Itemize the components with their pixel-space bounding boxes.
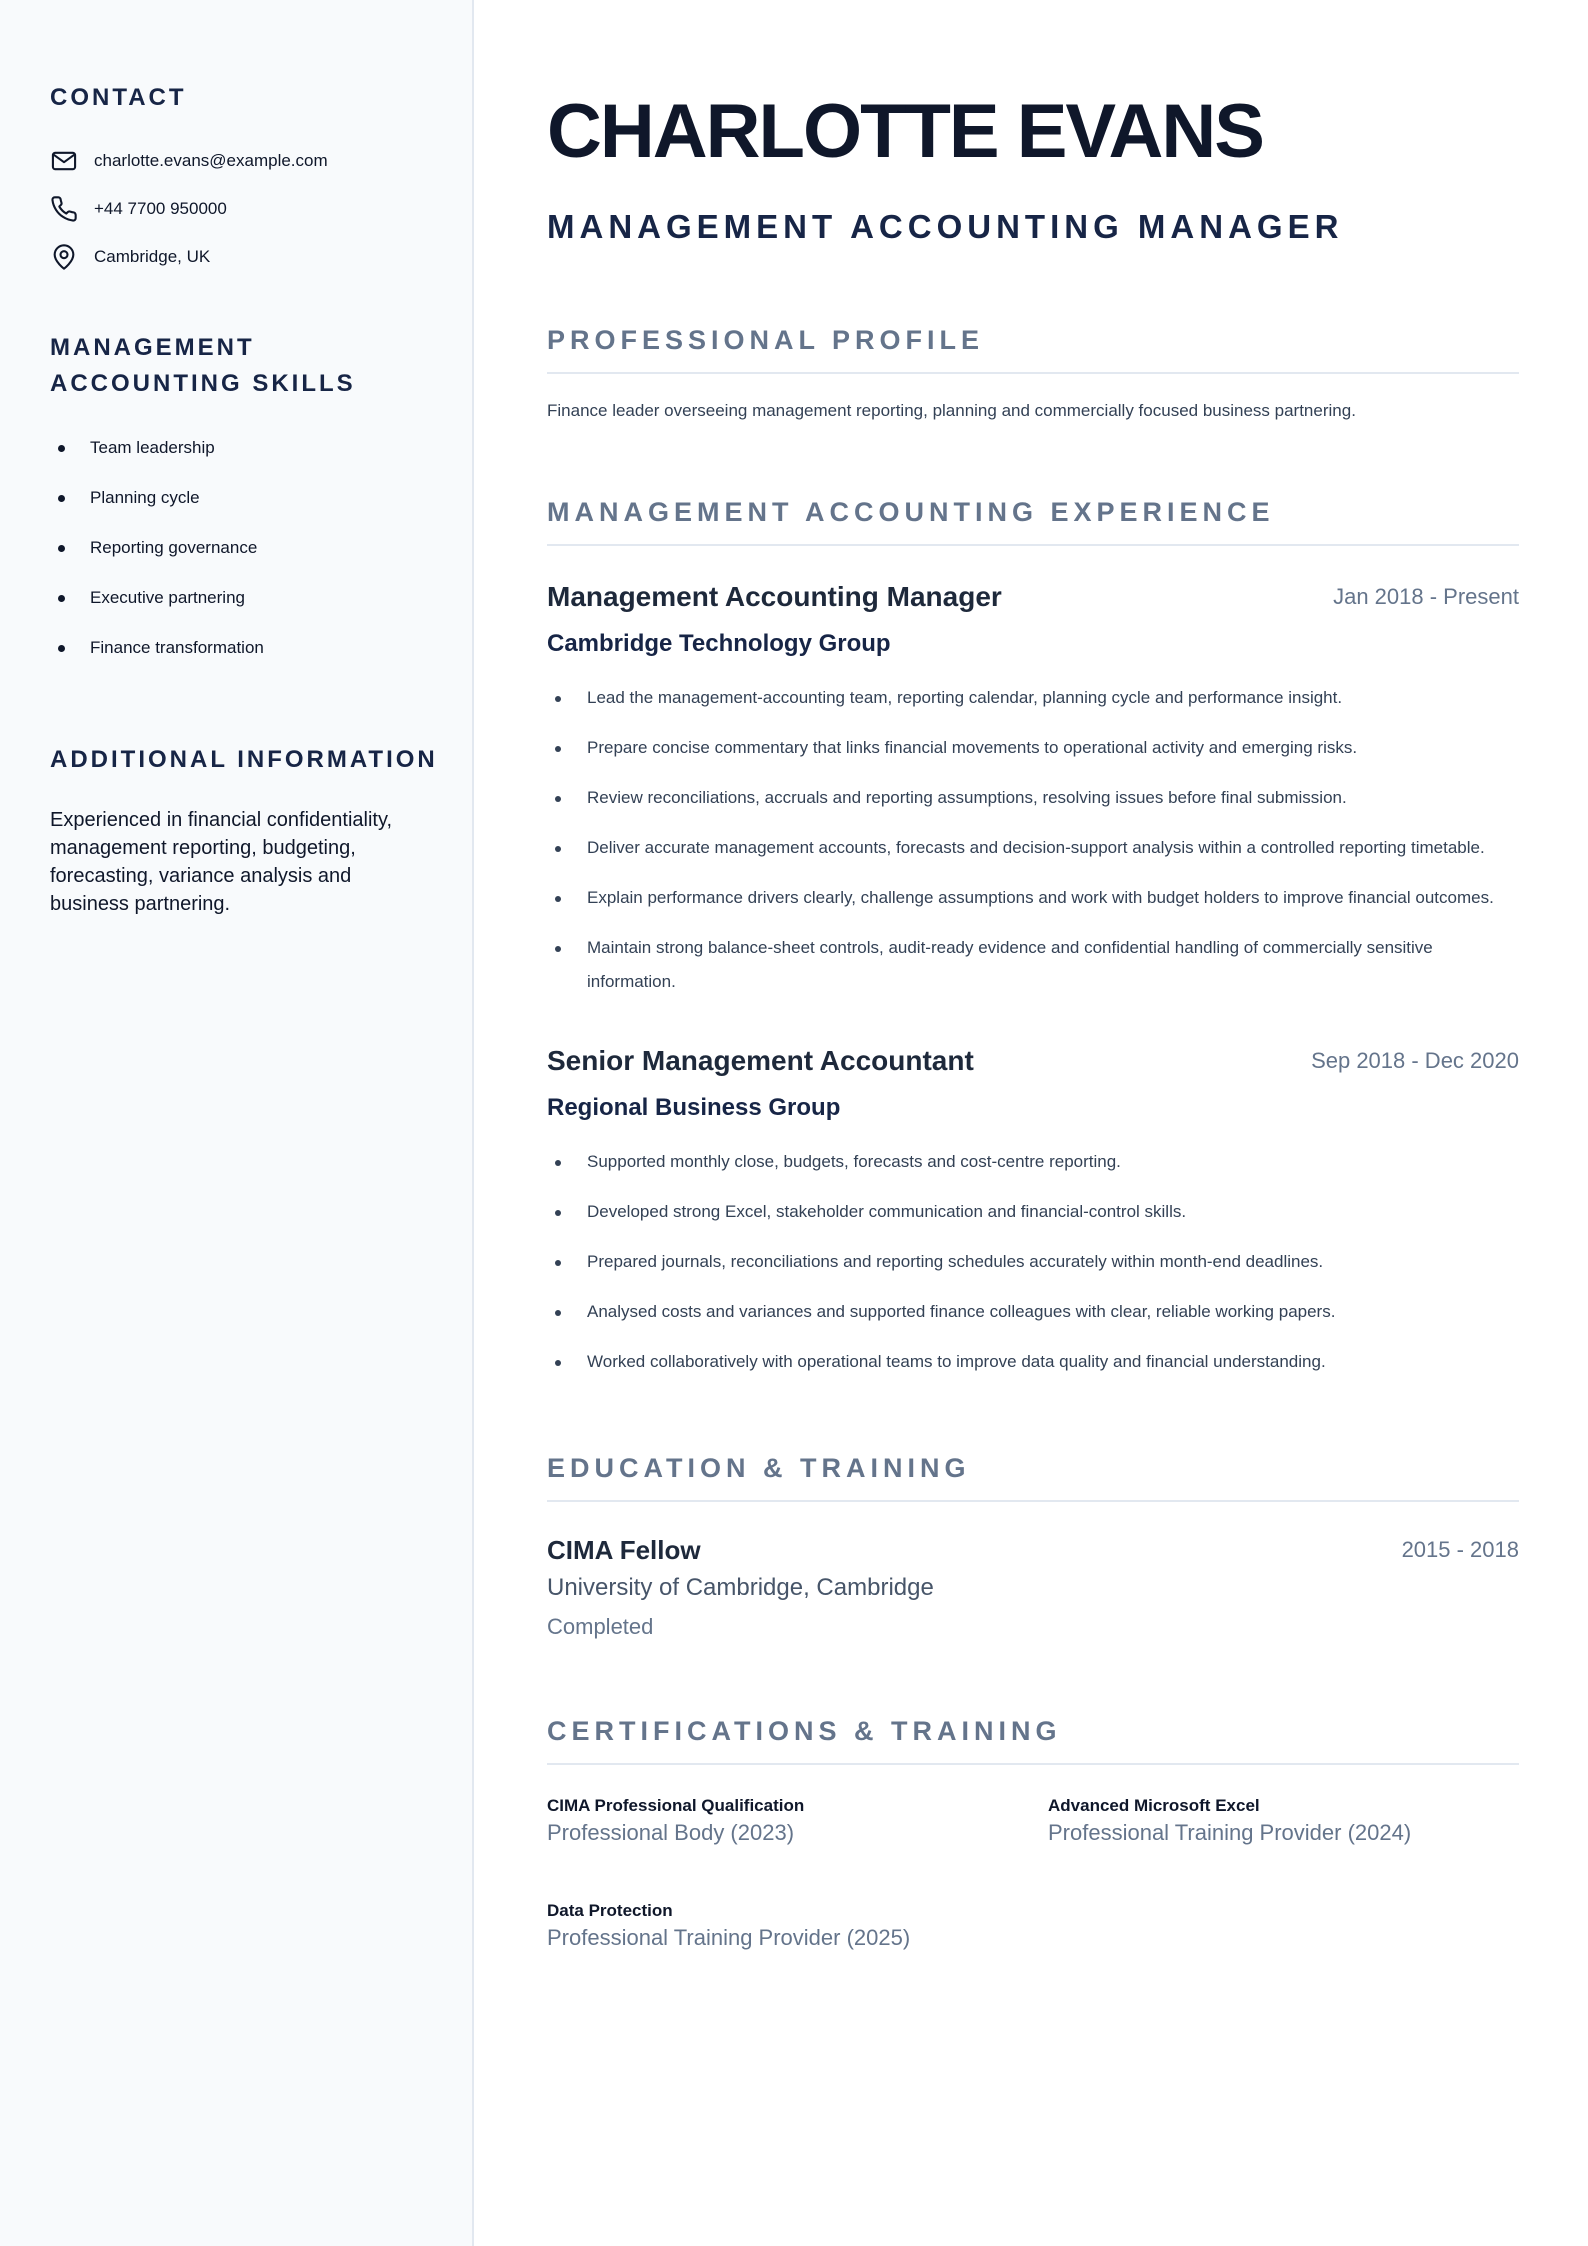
contact-heading: CONTACT <box>50 84 187 111</box>
job-company: Regional Business Group <box>547 1094 841 1121</box>
skills-list <box>50 430 264 680</box>
job-bullets <box>547 1145 1519 1395</box>
job-bullet: Developed strong Excel, stakeholder communication and financial-control skills. <box>547 1195 1519 1229</box>
education-status: Completed <box>547 1614 654 1639</box>
profile-heading: PROFESSIONAL PROFILE <box>547 320 1519 374</box>
job-bullet: Lead the management-accounting team, reporting calendar, planning cycle and performance insight. <box>547 681 1519 715</box>
email-text: charlotte.evans@example.com <box>94 151 328 170</box>
skills-heading-line2: ACCOUNTING SKILLS <box>50 370 356 397</box>
education-heading: EDUCATION & TRAINING <box>547 1448 1519 1502</box>
education-title: CIMA Fellow <box>547 1535 701 1565</box>
additional-text: Experienced in financial confidentiality, management reporting, budgeting, forecasting, variance analysis and business partnering. <box>50 809 393 915</box>
candidate-role: MANAGEMENT ACCOUNTING MANAGER <box>547 208 1344 245</box>
certification-item <box>1048 1794 1411 1848</box>
job-bullet: Prepare concise commentary that links financial movements to operational activity and emerging risks. <box>547 731 1519 765</box>
skill-item: Team leadership <box>50 430 264 480</box>
profile-text: Finance leader overseeing management reporting, planning and commercially focused business partnering. <box>547 401 1356 420</box>
certification-item <box>547 1899 910 1953</box>
location-text: Cambridge, UK <box>94 247 211 266</box>
contact-location <box>50 242 210 272</box>
job-bullet: Supported monthly close, budgets, forecasts and cost-centre reporting. <box>547 1145 1519 1179</box>
experience-heading: MANAGEMENT ACCOUNTING EXPERIENCE <box>547 492 1519 546</box>
phone-text: +44 7700 950000 <box>94 199 227 218</box>
skill-item: Reporting governance <box>50 530 264 580</box>
skill-item: Executive partnering <box>50 580 264 630</box>
additional-heading: ADDITIONAL INFORMATION <box>50 746 438 773</box>
job-bullet: Deliver accurate management accounts, forecasts and decision-support analysis within a controlled reporting timetable. <box>547 831 1519 865</box>
job-bullet: Analysed costs and variances and supported finance colleagues with clear, reliable working papers. <box>547 1295 1519 1329</box>
job-bullets <box>547 681 1519 1015</box>
certification-name: CIMA Professional Qualification <box>547 1796 805 1815</box>
job-company: Cambridge Technology Group <box>547 630 891 657</box>
certification-provider: Professional Training Provider (2025) <box>547 1925 911 1950</box>
phone-icon <box>50 195 78 223</box>
skills-heading-line1: MANAGEMENT <box>50 334 255 361</box>
certification-name: Data Protection <box>547 1901 673 1920</box>
job-bullet: Review reconciliations, accruals and reporting assumptions, resolving issues before final submission. <box>547 781 1519 815</box>
job-bullet: Prepared journals, reconciliations and reporting schedules accurately within month-end deadlines. <box>547 1245 1519 1279</box>
job-bullet: Maintain strong balance-sheet controls, audit-ready evidence and confidential handling of commercially sensitive information. <box>547 931 1519 999</box>
certification-name: Advanced Microsoft Excel <box>1048 1796 1260 1815</box>
job-dates: Sep 2018 - Dec 2020 <box>1311 1048 1519 1073</box>
job-bullet: Worked collaboratively with operational teams to improve data quality and financial understanding. <box>547 1345 1519 1379</box>
education-school: University of Cambridge, Cambridge <box>547 1574 934 1601</box>
sidebar <box>0 0 474 2246</box>
job-title: Management Accounting Manager <box>547 581 1002 612</box>
candidate-name: CHARLOTTE EVANS <box>547 89 1263 174</box>
job-title: Senior Management Accountant <box>547 1045 974 1076</box>
contact-phone[interactable] <box>50 194 227 224</box>
job-bullet: Explain performance drivers clearly, challenge assumptions and work with budget holders to improve financial outcomes. <box>547 881 1519 915</box>
certification-item <box>547 1794 804 1848</box>
mail-icon <box>50 147 78 175</box>
contact-email[interactable] <box>50 146 328 176</box>
education-dates: 2015 - 2018 <box>1401 1537 1519 1562</box>
certifications-heading: CERTIFICATIONS & TRAINING <box>547 1711 1519 1765</box>
skill-item: Finance transformation <box>50 630 264 680</box>
certification-provider: Professional Training Provider (2024) <box>1048 1820 1412 1845</box>
location-pin-icon <box>50 243 78 271</box>
skills-heading <box>50 330 356 402</box>
certification-provider: Professional Body (2023) <box>547 1820 795 1845</box>
skill-item: Planning cycle <box>50 480 264 530</box>
job-dates: Jan 2018 - Present <box>1333 584 1519 609</box>
